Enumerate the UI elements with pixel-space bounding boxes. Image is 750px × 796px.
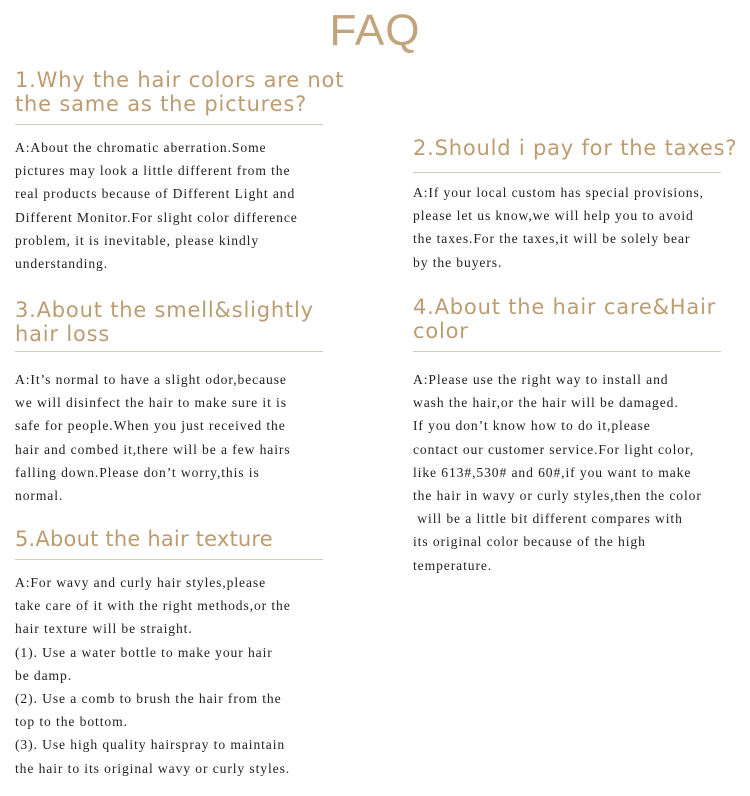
faq-question: 3.About the smell&slightly hair loss bbox=[15, 298, 314, 346]
divider bbox=[15, 124, 323, 125]
faq-answer: A:For wavy and curly hair styles,please take care of it with the right methods,or the hair texture will be straight. (1). Use a water bottle to make your hair be damp. (2). Use a comb to brush the hair from the top to the bottom. (3). Use high quality hairspray to maintain the hair to its original wavy or curly styles. bbox=[15, 575, 291, 776]
faq-answer: A:If your local custom has special provisions, please let us know,we will help you to avoid the taxes.For the taxes,it will be solely bear by the buyers. bbox=[413, 185, 704, 270]
faq-question: 2.Should i pay for the taxes? bbox=[413, 136, 738, 160]
page-title: FAQ bbox=[329, 6, 421, 55]
divider bbox=[413, 351, 721, 352]
faq-question: 5.About the hair texture bbox=[15, 527, 273, 551]
faq-answer: A:About the chromatic aberration.Some pictures may look a little different from the real products because of Different Light and Different Monitor.For slight color difference problem, it is inevitable, please kindly understanding. bbox=[15, 140, 298, 272]
faq-answer: A:Please use the right way to install and wash the hair,or the hair will be damaged. If you don’t know how to do it,please contact our customer service.For light color, like 613#,530# and 60#,if you want to make the hair in wavy or curly styles,then the color will be a little bit different compares with its original color because of the high temperature. bbox=[413, 372, 702, 573]
faq-question: 4.About the hair care&Hair color bbox=[413, 295, 717, 343]
divider bbox=[15, 559, 323, 560]
faq-question: 1.Why the hair colors are not the same as the pictures? bbox=[15, 68, 345, 116]
divider bbox=[413, 172, 721, 173]
divider bbox=[15, 351, 323, 352]
faq-answer: A:It’s normal to have a slight odor,because we will disinfect the hair to make sure it is safe for people.When you just received the hair and combed it,there will be a few hairs falling down.Please don’t worry,this is normal. bbox=[15, 372, 291, 504]
